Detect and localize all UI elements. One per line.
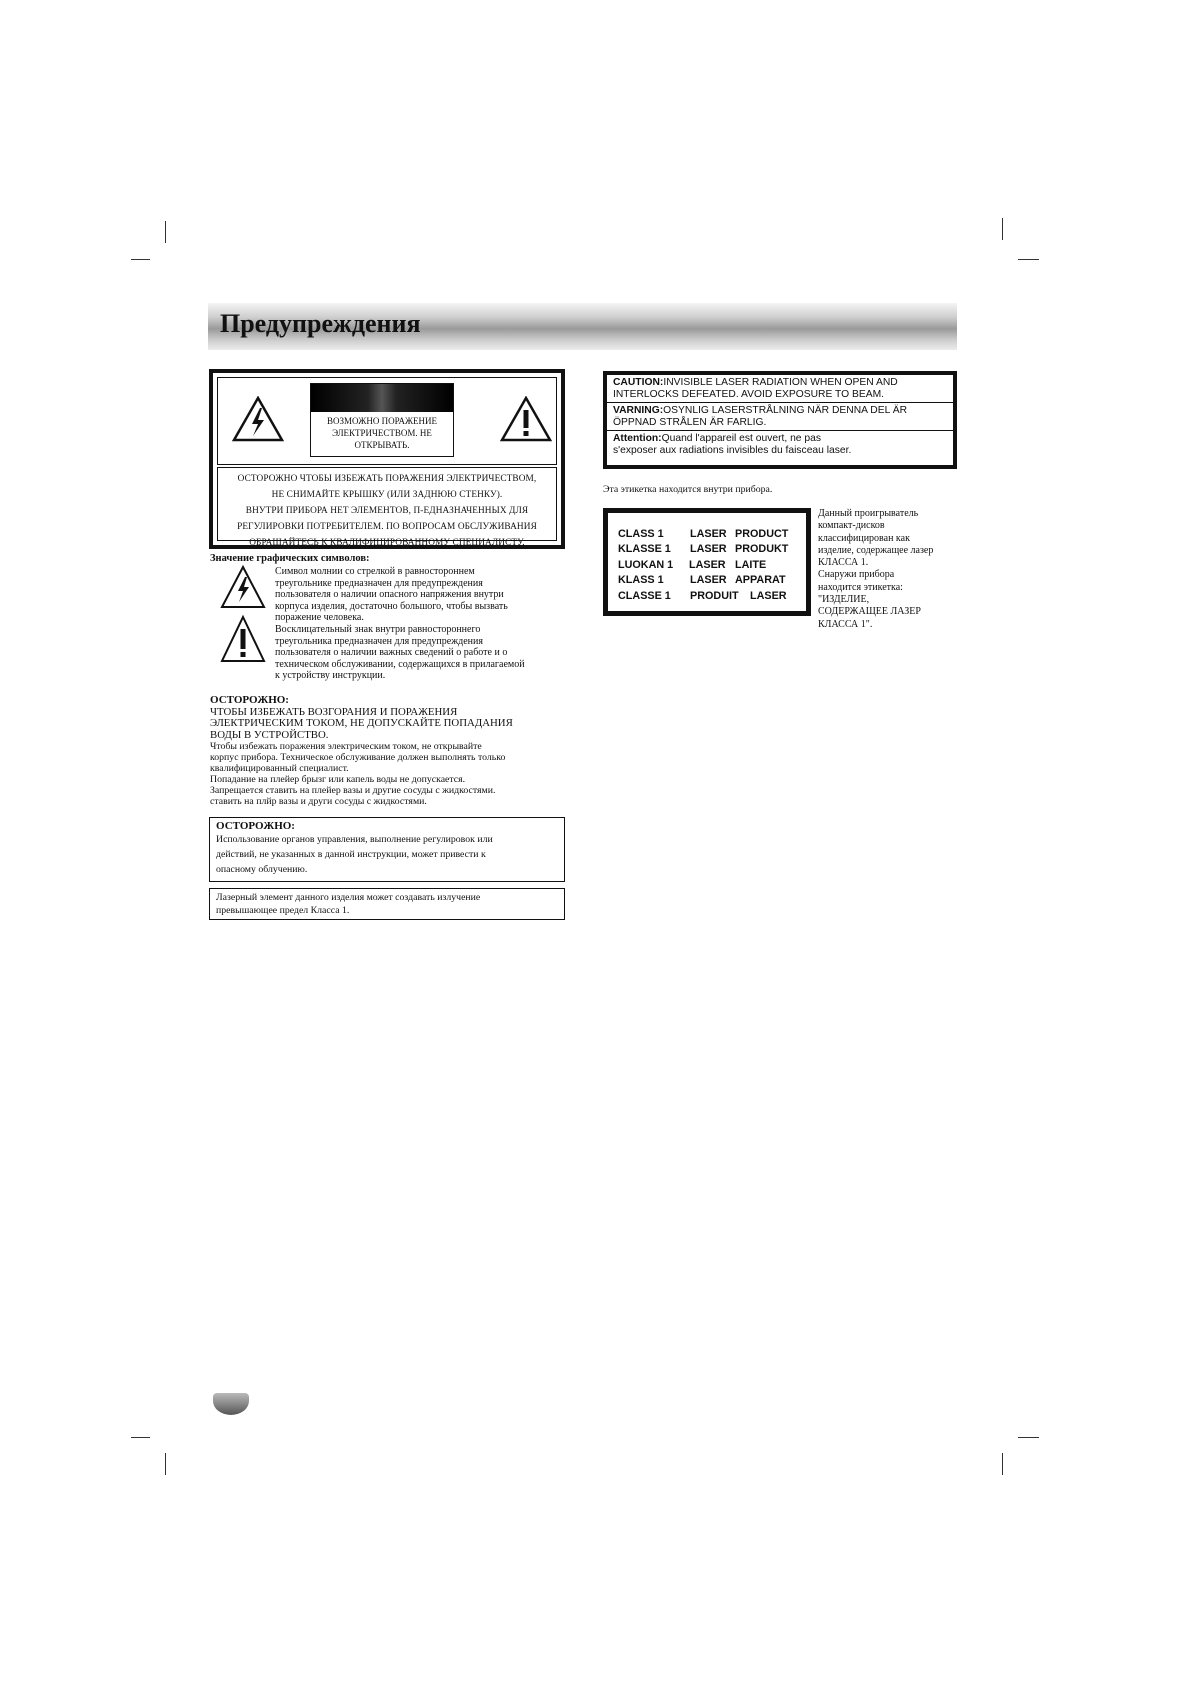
text-line: корпус прибора. Техническое обслуживание должен выполнять только	[210, 752, 506, 763]
text-line: Лазерный элемент данного изделия может создавать излучение	[216, 892, 481, 903]
crop-mark	[1002, 1453, 1003, 1475]
class-cell: LUOKAN 1	[618, 559, 674, 571]
text-line: Запрещается ставить на плейер вазы и другие сосуды с жидкостями.	[210, 785, 496, 796]
label-line: ОТКРЫВАТЬ.	[354, 440, 410, 450]
label-header-bar	[311, 384, 453, 412]
warning-line: ОСТОРОЖНО ЧТОБЫ ИЗБЕЖАТЬ ПОРАЖЕНИЯ ЭЛЕКТРИЧЕСТВОМ,	[237, 474, 537, 484]
class-cell: LASER	[690, 543, 727, 555]
label-text: Quand l'appareil est ouvert, ne pas	[661, 433, 821, 444]
crop-mark	[1018, 259, 1039, 260]
text-line: ставить на плйр вазы и други сосуды с жидкостями.	[210, 796, 427, 807]
text-line: корпуса изделия, достаточно большого, чтобы вызвать	[275, 600, 508, 612]
text-line: к устройству инструкции.	[275, 670, 386, 681]
class-cell: PRODUCT	[735, 528, 789, 540]
label-row-varning	[607, 403, 953, 431]
text-line: превышающее предел Класса 1.	[216, 905, 350, 916]
warning-symbols-row	[217, 377, 557, 465]
text-line: находится этикетка:	[818, 581, 903, 593]
class-cell: PRODUIT	[690, 590, 739, 602]
text-line: квалифицированный специалист.	[210, 763, 349, 774]
label-text: OSYNLIG LASERSTRÅLNING NÄR DENNA DEL ÄR	[663, 405, 908, 416]
caution-water-section	[210, 695, 565, 807]
class-cell: LAITE	[735, 559, 767, 571]
lightning-triangle-icon	[232, 396, 284, 442]
class-cell: PRODUKT	[735, 543, 789, 555]
crop-mark	[1002, 218, 1003, 240]
label-line: ЭЛЕКТРИЧЕСТВОМ. НЕ	[332, 428, 432, 438]
symbols-heading: Значение графических символов:	[210, 553, 370, 564]
class-cell: APPARAT	[735, 574, 786, 586]
text-line: Восклицательный знак внутри равностороннего	[275, 624, 481, 635]
label-text: INVISIBLE LASER RADIATION WHEN OPEN AND	[663, 377, 898, 388]
text-line: КЛАССА 1".	[818, 618, 873, 630]
text-line: Попадание на плейер брызг или капель воды не допускается.	[210, 774, 466, 785]
text-line: ЧТОБЫ ИЗБЕЖАТЬ ВОЗГОРАНИЯ И ПОРАЖЕНИЯ	[210, 705, 458, 718]
text-line: пользователя о наличии важных сведений о работе и о	[275, 647, 508, 658]
lightning-triangle-icon	[220, 565, 266, 609]
crop-mark	[165, 1453, 166, 1475]
text-line: ЭЛЕКТРИЧЕСКИМ ТОКОМ, НЕ ДОПУСКАЙТЕ ПОПАДАНИЯ	[210, 717, 513, 729]
text-line: Чтобы избежать поражения электрическим током, не открывайте	[210, 741, 482, 752]
label-line: ВОЗМОЖНО ПОРАЖЕНИЕ	[326, 416, 437, 426]
text-line: КЛАССА 1.	[818, 557, 869, 569]
class-cell: LASER	[690, 574, 727, 586]
class1-laser-label	[603, 508, 811, 616]
crop-mark	[1018, 1437, 1039, 1438]
text-line: опасному облучению.	[216, 864, 308, 875]
page-title: Предупреждения	[220, 309, 421, 338]
label-location-note: Эта этикетка находится внутри прибора.	[603, 484, 773, 495]
caution-heading: ОСТОРОЖНО:	[210, 694, 289, 706]
exclamation-triangle-icon	[220, 615, 266, 663]
exclamation-description	[275, 624, 575, 682]
text-line: компакт-дисков	[818, 520, 885, 532]
laser-caution-label	[603, 371, 957, 469]
text-line: ВОДЫ В УСТРОЙСТВО.	[210, 728, 329, 741]
page-number-tab	[213, 1393, 249, 1415]
class-cell: LASER	[750, 590, 787, 602]
class-cell: KLASSE 1	[618, 543, 671, 555]
class1-description	[818, 508, 958, 631]
warning-label	[310, 383, 454, 457]
text-line: СОДЕРЖАЩЕЕ ЛАЗЕР	[818, 606, 921, 618]
label-keyword: CAUTION:	[613, 377, 664, 388]
text-line: изделие, содержащее лазер	[818, 544, 934, 556]
label-row-attention	[607, 431, 953, 458]
text-line: классифицирован как	[818, 532, 910, 544]
text-line: Данный проигрыватель	[818, 508, 919, 519]
text-line: техническом обслуживании, содержащихся в прилагаемой	[275, 658, 525, 670]
shock-warning-panel	[209, 369, 565, 549]
label-keyword: Attention:	[613, 433, 662, 444]
warning-line: ВНУТРИ ПРИБОРА НЕТ ЭЛЕМЕНТОВ, П-ЕДНАЗНАЧЕННЫХ ДЛЯ	[245, 506, 529, 516]
text-line: треугольнике предназначен для предупреждения	[275, 577, 483, 589]
text-line: Использование органов управления, выполнение регулировок или	[216, 834, 493, 845]
warning-line: РЕГУЛИРОВКИ ПОТРЕБИТЕЛЕМ. ПО ВОПРОСАМ ОБСЛУЖИВАНИЯ	[237, 522, 537, 532]
text-line: действий, не указанных в данной инструкции, может привести к	[216, 849, 486, 860]
caution-controls-box	[209, 817, 565, 882]
warning-line: НЕ СНИМАЙТЕ КРЫШКУ (ИЛИ ЗАДНЮЮ СТЕНКУ).	[271, 490, 503, 500]
text-line: пользователя о наличии опасного напряжения внутри	[275, 589, 504, 600]
exclamation-triangle-icon	[500, 396, 552, 442]
class-cell: CLASSE 1	[618, 590, 671, 602]
class-cell: KLASS 1	[618, 574, 664, 586]
text-line: "ИЗДЕЛИЕ,	[818, 594, 870, 606]
label-row-caution	[607, 375, 953, 403]
label-keyword: VARNING:	[613, 405, 664, 416]
crop-mark	[131, 1437, 150, 1438]
class-cell: CLASS 1	[618, 528, 664, 540]
lightning-description	[275, 566, 565, 624]
label-text: ÖPPNAD STRÅLEN ÄR FARLIG.	[613, 417, 767, 428]
crop-mark	[131, 259, 150, 260]
warning-line: ОБРАЩАЙТЕСЬ К КВАЛИФИЦИРОВАННОМУ СПЕЦИАЛИСТУ.	[249, 538, 525, 548]
label-text: INTERLOCKS DEFEATED. AVOID EXPOSURE TO BEAM.	[613, 389, 885, 400]
text-line: треугольника предназначен для предупреждения	[275, 635, 483, 647]
text-line: поражение человека.	[275, 612, 364, 623]
text-line: Символ молнии со стрелкой в равностороннем	[275, 566, 475, 577]
class-cell: LASER	[690, 528, 727, 540]
laser-class-note-box	[209, 888, 565, 920]
class-cell: LASER	[689, 559, 726, 571]
title-banner	[208, 303, 957, 350]
warning-text	[217, 467, 557, 548]
crop-mark	[165, 221, 166, 243]
text-line: Снаружи прибора	[818, 569, 895, 581]
label-text: s'exposer aux radiations invisibles du faisceau laser.	[613, 445, 852, 456]
caution-heading: ОСТОРОЖНО:	[216, 820, 295, 832]
